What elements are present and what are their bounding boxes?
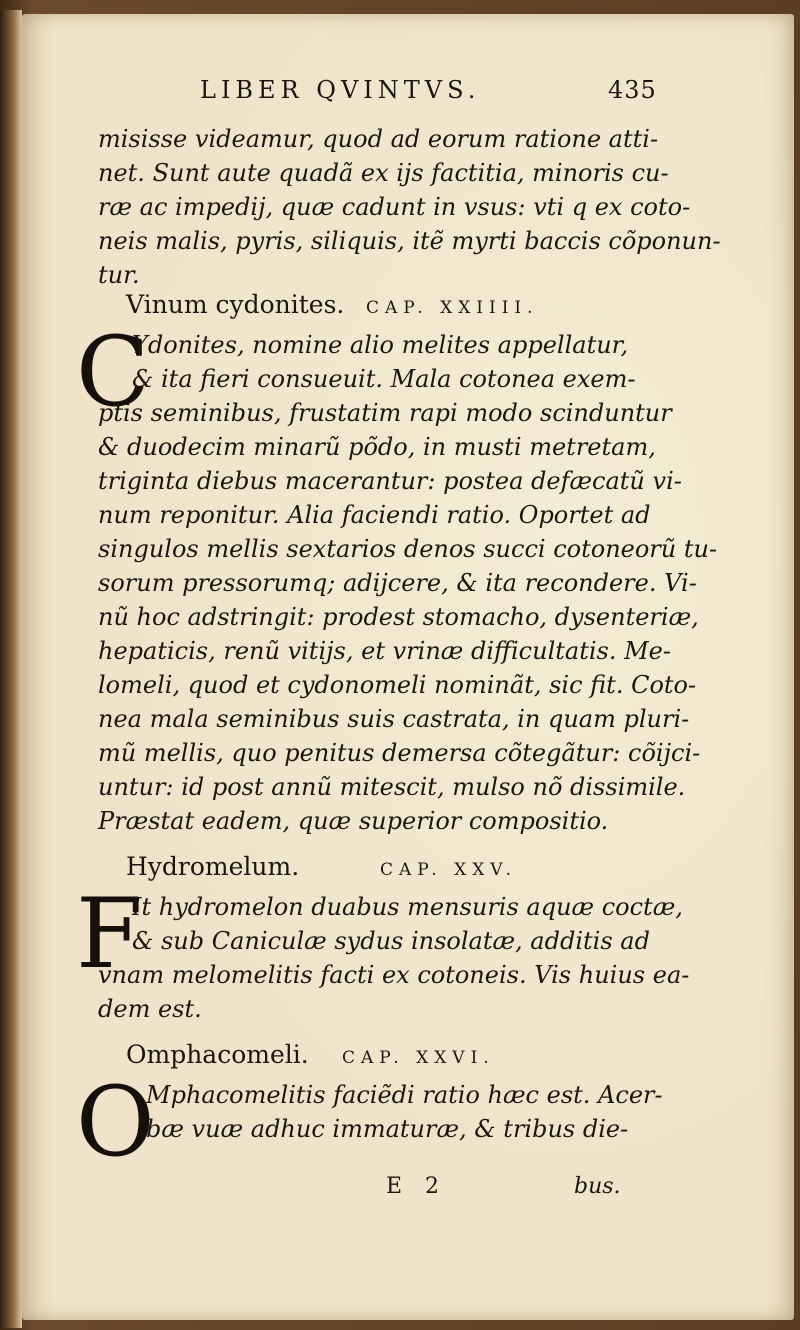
chapter-number: CAP. XXV. bbox=[380, 860, 517, 880]
section-heading-vinum-cydonites: Vinum cydonites. bbox=[126, 290, 345, 319]
text-line: bæ vuæ adhuc immaturæ, & tribus die- bbox=[146, 1115, 629, 1143]
text-line: nũ hoc adstringit: prodest stomacho, dysenteriæ, bbox=[98, 603, 699, 631]
text-line: misisse videamur, quod ad eorum ratione atti- bbox=[98, 125, 659, 153]
text-line: net. Sunt aute quadã ex ijs factitia, minoris cu- bbox=[98, 159, 669, 187]
text-line: nea mala seminibus suis castrata, in quam pluri- bbox=[98, 705, 690, 733]
text-line: It hydromelon duabus mensuris aquæ coctæ, bbox=[132, 893, 683, 921]
text-line: singulos mellis sextarios denos succi cotoneorũ tu- bbox=[98, 535, 718, 563]
text-line: tur. bbox=[98, 261, 140, 289]
signature-mark: E 2 bbox=[386, 1174, 448, 1199]
running-head-title: LIBER QVINTVS. bbox=[200, 76, 481, 104]
text-line: sorum pressorumq; adijcere, & ita recondere. Vi- bbox=[98, 569, 697, 597]
page-edge-strip bbox=[0, 10, 22, 1328]
text-line: & sub Caniculæ sydus insolatæ, additis ad bbox=[132, 927, 650, 955]
text-line: Ydonites, nomine alio melites appellatur, bbox=[132, 331, 629, 359]
text-line: untur: id post annũ mitescit, mulso nõ dissimile. bbox=[98, 773, 686, 801]
text-line: num reponitur. Alia faciendi ratio. Oportet ad bbox=[98, 501, 651, 529]
text-line: triginta diebus macerantur: postea defæcatũ vi- bbox=[98, 467, 682, 495]
drop-cap-initial: O bbox=[76, 1066, 155, 1178]
text-line: Mphacomelitis faciẽdi ratio hæc est. Acer- bbox=[146, 1081, 663, 1109]
drop-cap-initial: C bbox=[76, 316, 150, 428]
text-line: lomeli, quod et cydonomeli nominãt, sic fit. Coto- bbox=[98, 671, 697, 699]
book-page bbox=[22, 14, 794, 1320]
text-line: & duodecim minarũ põdo, in musti metretam, bbox=[98, 433, 656, 461]
text-line: ræ ac impedij, quæ cadunt in vsus: vti q ex coto- bbox=[98, 193, 691, 221]
section-heading-hydromelum: Hydromelum. bbox=[126, 852, 300, 881]
chapter-number: CAP. XXVI. bbox=[342, 1048, 495, 1068]
text-line: mũ mellis, quo penitus demersa cõtegãtur: cõijci- bbox=[98, 739, 701, 767]
text-line: vnam melomelitis facti ex cotoneis. Vis huius ea- bbox=[98, 961, 690, 989]
running-header bbox=[200, 76, 660, 112]
page-number: 435 bbox=[608, 76, 657, 104]
text-line: ptis seminibus, frustatim rapi modo scinduntur bbox=[98, 399, 672, 427]
catchword: bus. bbox=[574, 1174, 621, 1199]
text-line: hepaticis, renũ vitijs, et vrinæ difficultatis. Me- bbox=[98, 637, 671, 665]
text-line: & ita fieri consueuit. Mala cotonea exem- bbox=[132, 365, 636, 393]
section-heading-omphacomeli: Omphacomeli. bbox=[126, 1040, 309, 1069]
drop-cap-initial: F bbox=[76, 878, 143, 990]
text-line: dem est. bbox=[98, 995, 202, 1023]
text-line: neis malis, pyris, siliquis, itẽ myrti baccis cõponun- bbox=[98, 227, 721, 255]
text-line: Præstat eadem, quæ superior compositio. bbox=[98, 807, 609, 835]
chapter-number: CAP. XXIIII. bbox=[366, 298, 539, 318]
